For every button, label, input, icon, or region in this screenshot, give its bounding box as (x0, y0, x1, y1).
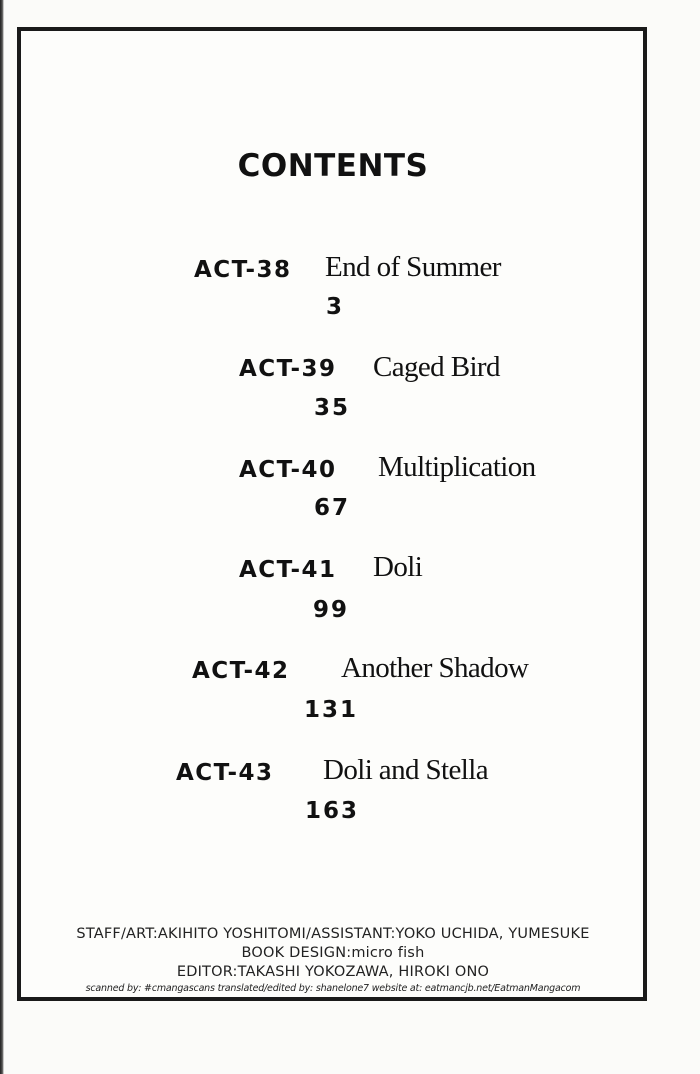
chapter-title: Another Shadow (341, 652, 529, 684)
chapter-title: Caged Bird (373, 351, 500, 383)
page-number: 163 (305, 798, 360, 824)
scanlation-credit: scanned by: #cmangascans translated/edited by: shanelone7 website at: eatmancjb.net/EatmanMangacom (85, 983, 581, 994)
act-label: ACT-40 (239, 457, 337, 483)
act-label: ACT-43 (176, 760, 274, 786)
chapter-title: Doli and Stella (323, 754, 488, 786)
page-number: 99 (313, 597, 350, 623)
editor-credit: EDITOR:TAKASHI YOKOZAWA, HIROKI ONO (176, 964, 490, 980)
page-title: CONTENTS (237, 148, 429, 184)
act-label: ACT-38 (194, 257, 292, 283)
staff-credits: STAFF/ART:AKIHITO YOSHITOMI/ASSISTANT:YOKO UCHIDA, YUMESUKE (76, 926, 590, 942)
act-label: ACT-42 (192, 658, 290, 684)
page-number: 35 (314, 395, 351, 421)
chapter-title: Doli (373, 551, 423, 583)
page-number: 3 (326, 294, 345, 320)
page-number: 131 (304, 697, 359, 723)
book-design-credit: BOOK DESIGN:micro fish (241, 945, 425, 961)
page-number: 67 (314, 495, 351, 521)
act-label: ACT-39 (239, 356, 337, 382)
chapter-title: Multiplication (378, 451, 536, 483)
chapter-title: End of Summer (325, 251, 501, 283)
act-label: ACT-41 (239, 557, 337, 583)
